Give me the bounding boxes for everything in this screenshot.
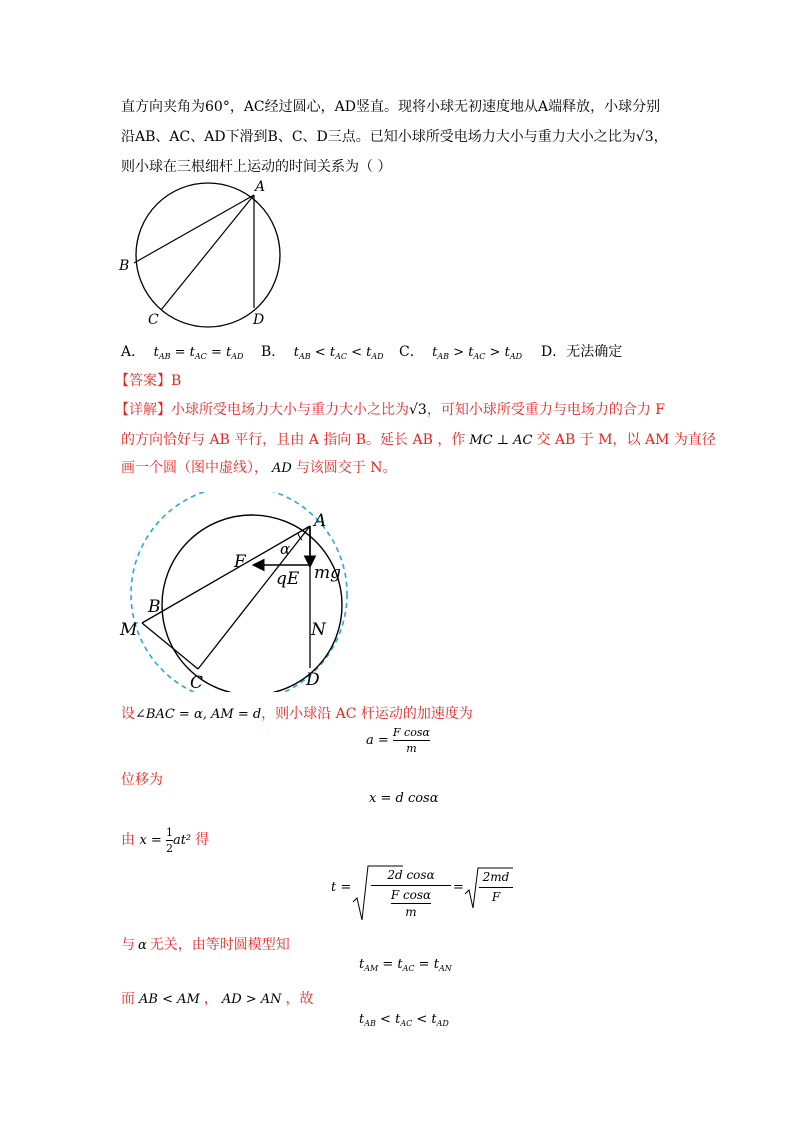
answer	[115, 370, 181, 390]
option-b-letter: B．	[261, 344, 286, 360]
rod-ab	[134, 195, 254, 263]
question-line-1: 直方向夹角为60°，AC经过圆心，AD竖直。现将小球无初速度地从A端释放，小球分别	[121, 99, 661, 115]
solution-from-line: 由 x = $\frac{1}{2}$ at² 得	[121, 826, 210, 855]
equation-acceleration: a = $\frac{\text{F cosα}}{m}$	[366, 726, 430, 755]
figure-2-label-f: F	[234, 552, 246, 572]
equation-final: $t_{AB} < t_{AC} < t_{AD}$	[359, 1012, 449, 1028]
figure-2-label-qe: qE	[276, 569, 300, 589]
figure-2	[110, 492, 360, 692]
displacement-label: 位移为	[121, 772, 163, 788]
option-d-text: 无法确定	[566, 344, 623, 360]
figure-2-label-n: N	[311, 620, 326, 640]
rod-ac	[161, 195, 254, 310]
figure-1-label-a: A	[255, 179, 266, 195]
question-line-2	[121, 126, 668, 146]
answer-value: B	[171, 373, 182, 389]
figure-2-label-d: D	[306, 670, 320, 690]
option-a[interactable]: A． $t_{AB} = t_{AC} = t_{AD}$	[121, 344, 244, 361]
figure-1	[115, 178, 290, 330]
figure-2-label-mg: mg	[314, 563, 342, 583]
option-c-letter: C．	[399, 344, 424, 360]
option-d-letter: D．	[541, 344, 567, 360]
equation-equal-time: $t_{AM} = t_{AC} = t_{AN}$	[359, 957, 452, 973]
equation-displacement: x = d cosα	[369, 791, 439, 806]
figure-2-label-alpha: α	[280, 540, 291, 558]
figure-2-label-a: A	[314, 511, 327, 531]
option-d[interactable]	[541, 341, 622, 361]
question-line-2-tail: ，	[653, 129, 668, 145]
option-c[interactable]: C． $t_{AB} > t_{AC} > t_{AD}$	[399, 344, 523, 361]
figure-1-label-c: C	[148, 312, 159, 328]
figure-1-circle	[136, 183, 280, 327]
solution-compare-line: 而 AB < AM ， AD > AN ，故	[121, 991, 314, 1007]
question-line-2-text: 沿AB、AC、AD下滑到B、C、D三点。已知小球所受电场力大小与重力大小之比为	[121, 129, 636, 145]
answer-label: 【答案】	[115, 373, 171, 389]
detail-label: 【详解】	[115, 402, 171, 418]
detail-line-1: 【详解】小球所受电场力大小与重力大小之比为√3，可知小球所受重力与电场力的合力 F	[115, 402, 665, 418]
figure-1-label-b: B	[119, 258, 130, 274]
line-mc	[142, 623, 198, 669]
solution-set-line: 设∠BAC = α, AM = d，则小球沿 AC 杆运动的加速度为	[121, 706, 473, 722]
figure-2-label-m: M	[120, 620, 138, 640]
figure-2-circle	[162, 515, 342, 692]
option-a-letter: A．	[121, 344, 146, 360]
figure-2-label-b: B	[148, 597, 161, 617]
detail-line-3: 画一个圆（图中虚线）， AD 与该圆交于 N。	[121, 460, 397, 476]
option-b[interactable]: B． $t_{AB} < t_{AC} < t_{AD}$	[261, 344, 384, 361]
figure-1-label-d: D	[253, 312, 265, 328]
figure-2-label-c: C	[190, 673, 204, 692]
question-line-3: 则小球在三根细杆上运动的时间关系为（ ）	[121, 159, 392, 175]
detail-line-2: 的方向恰好与 AB 平行，且由 A 指向 B。延长 AB ，作 MC ⊥ AC 交 AB 于 M，以 AM 为直径	[121, 432, 716, 448]
sqrt3-math: √3	[635, 129, 654, 145]
solution-indep-line: 与 α 无关，由等时圆模型知	[121, 937, 290, 953]
line-ac	[198, 526, 310, 669]
